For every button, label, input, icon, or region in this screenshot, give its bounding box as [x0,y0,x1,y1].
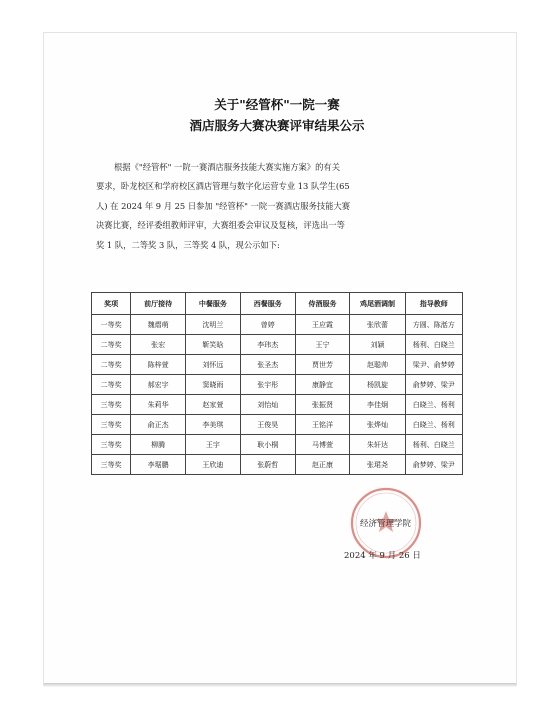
table-row [92,435,463,455]
table-cell: 李琚鹏 [131,455,186,475]
header-western-service: 西餐服务 [240,293,295,315]
award-cell: 三等奖 [92,395,131,415]
table-cell: 耿小桐 [240,435,295,455]
table-cell: 张珺尧 [350,455,405,475]
page-edge [44,683,516,687]
table-cell: 王宁 [295,335,350,355]
header-front-desk: 前厅接待 [131,293,186,315]
award-cell: 三等奖 [92,415,131,435]
table-cell: 柳腾 [131,435,186,455]
award-cell: 二等奖 [92,355,131,375]
table-cell: 沈明兰 [186,315,241,335]
table-cell: 朱莉华 [131,395,186,415]
award-cell: 三等奖 [92,435,131,455]
body-line: 根据《"经管杯" 一院一赛酒店服务技能大赛实施方案》的有关 [114,162,340,172]
table-cell: 张振贤 [295,395,350,415]
table-cell: 李玮杰 [240,335,295,355]
table-cell: 贾世芳 [295,355,350,375]
table-cell: 曾婷 [240,315,295,335]
table-row [92,415,463,435]
table-cell: 李佳炯 [350,395,405,415]
table-cell: 张宇彤 [240,375,295,395]
header-instructors: 指导教师 [405,293,462,315]
table-cell: 方圆、陈湉方 [405,315,462,335]
table-cell: 张烨灿 [350,415,405,435]
table-cell: 张宏 [131,335,186,355]
announcement-body [96,158,458,255]
table-cell: 俞梦婷、梁尹 [405,375,462,395]
header-cocktail: 鸡尾酒调制 [350,293,405,315]
body-line: 人) 在 2024 年 9 月 25 日参加 "经管杯" 一院一赛酒店服务技能大赛 [96,200,351,211]
signing-organization: 经济管理学院 [360,519,412,529]
table-cell: 王宇 [186,435,241,455]
table-cell: 赵聪帅 [350,355,405,375]
award-cell: 二等奖 [92,375,131,395]
award-cell: 三等奖 [92,455,131,475]
title-line-1: 关于"经管杯"一院一赛 [214,97,340,112]
table-cell: 王俊昊 [240,415,295,435]
table-header-row [92,293,463,315]
award-cell: 一等奖 [92,315,131,335]
table-cell: 朱轩达 [350,435,405,455]
table-cell: 刘怡灿 [240,395,295,415]
table-cell: 张蔚哲 [240,455,295,475]
table-cell: 杨利、白晓兰 [405,335,462,355]
table-row [92,355,463,375]
table-cell: 赵家萱 [186,395,241,415]
table-cell: 陈梓萱 [131,355,186,375]
table-cell: 俞梦婷、梁尹 [405,455,462,475]
table-cell: 俞正杰 [131,415,186,435]
table-cell: 魏熠萌 [131,315,186,335]
results-table [91,292,463,475]
table-cell: 窦晓雨 [186,375,241,395]
header-wine-service: 侍酒服务 [295,293,350,315]
table-cell: 王欣迪 [186,455,241,475]
table-cell: 白晓兰、杨利 [405,395,462,415]
table-row [92,455,463,475]
body-line: 奖 1 队，二等奖 3 队，三等奖 4 队，现公示如下: [96,239,280,250]
table-cell: 李美琪 [186,415,241,435]
table-cell: 杨凯旋 [350,375,405,395]
table-cell: 张圣杰 [240,355,295,375]
table-cell: 杨利、白晓兰 [405,435,462,455]
table-row [92,315,463,335]
table-row [92,375,463,395]
body-line: 要求，卧龙校区和学府校区酒店管理与数字化运营专业 13 队学生(65 [96,181,350,192]
table-cell: 刘颖 [350,335,405,355]
table-cell: 梁尹、俞梦婷 [405,355,462,375]
table-row [92,335,463,355]
body-line: 决赛比赛，经评委组教师评审，大赛组委会审议及复核，评选出一等 [96,220,345,231]
table-cell: 马博萱 [295,435,350,455]
header-award: 奖项 [92,293,131,315]
table-cell: 刘怀远 [186,355,241,375]
table-cell: 靳笑晗 [186,335,241,355]
table-cell: 王应霞 [295,315,350,335]
table-cell: 郝宏宇 [131,375,186,395]
signing-date: 2024 年 9 月 26 日 [344,551,421,561]
table-cell: 康静宜 [295,375,350,395]
table-cell: 王铭洋 [295,415,350,435]
table-cell: 白晓兰、杨利 [405,415,462,435]
title-line-2: 酒店服务大赛决赛评审结果公示 [189,118,365,133]
table-cell: 赵正康 [295,455,350,475]
table-row [92,395,463,415]
award-cell: 二等奖 [92,335,131,355]
header-chinese-service: 中餐服务 [186,293,241,315]
table-cell: 张欣蕾 [350,315,405,335]
